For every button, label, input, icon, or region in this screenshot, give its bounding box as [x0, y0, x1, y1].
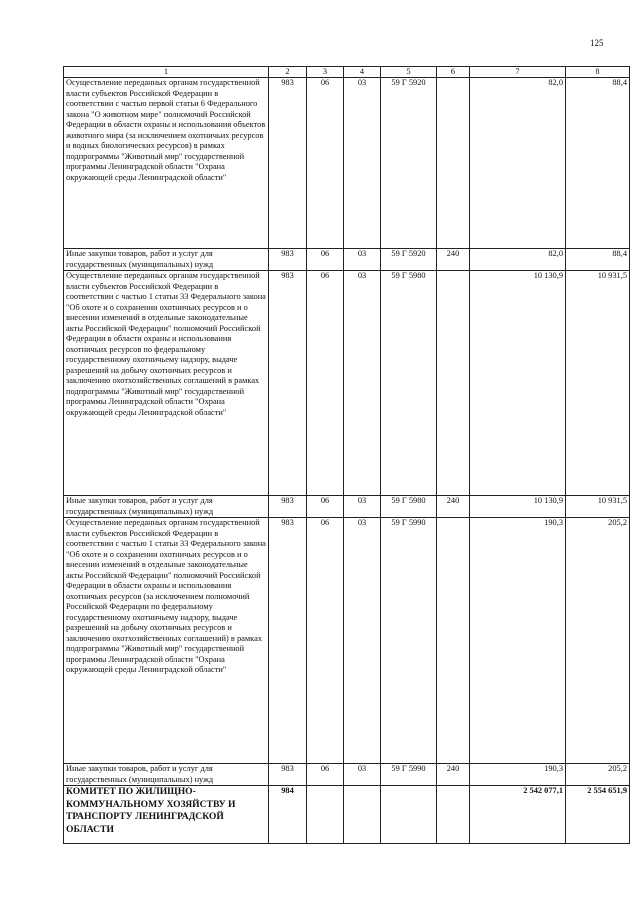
amount-col8: 205,2: [566, 764, 630, 786]
column-header: 8: [566, 67, 630, 78]
budget-table: [63, 66, 630, 844]
amount-col7: 2 542 077,1: [470, 786, 566, 844]
subsection-code: 03: [344, 78, 381, 249]
target-article: [381, 786, 437, 844]
table-header-row: [64, 67, 630, 78]
ministry-code: 983: [269, 518, 307, 764]
amount-col7: 10 130,9: [470, 271, 566, 496]
column-header: 6: [437, 67, 470, 78]
target-article: 59 Г 5920: [381, 78, 437, 249]
table-row: [64, 518, 630, 764]
table-row: [64, 249, 630, 271]
target-article: 59 Г 5980: [381, 496, 437, 518]
row-name: Иные закупки товаров, работ и услуг для государственных (муниципальных) нужд: [64, 249, 269, 271]
table-row: [64, 786, 630, 844]
amount-col7: 10 130,9: [470, 496, 566, 518]
amount-col8: 205,2: [566, 518, 630, 764]
amount-col8: 88,4: [566, 78, 630, 249]
target-article: 59 Г 5980: [381, 271, 437, 496]
subsection-code: 03: [344, 764, 381, 786]
subsection-code: 03: [344, 249, 381, 271]
section-code: 06: [307, 271, 344, 496]
amount-col7: 190,3: [470, 764, 566, 786]
table-row: [64, 271, 630, 496]
ministry-code: 983: [269, 496, 307, 518]
section-code: 06: [307, 78, 344, 249]
column-header: 5: [381, 67, 437, 78]
section-code: 06: [307, 249, 344, 271]
ministry-code: 983: [269, 78, 307, 249]
expense-type: [437, 78, 470, 249]
subsection-code: 03: [344, 271, 381, 496]
column-header: 1: [64, 67, 269, 78]
section-code: 06: [307, 518, 344, 764]
ministry-code: 983: [269, 764, 307, 786]
row-name: КОМИТЕТ ПО ЖИЛИЩНО-КОММУНАЛЬНОМУ ХОЗЯЙСТВУ И ТРАНСПОРТУ ЛЕНИНГРАДСКОЙ ОБЛАСТИ: [64, 786, 269, 844]
row-name: Осуществление переданных органам государственной власти субъектов Российской Федерации в соответствии с частью 1 статьи 33 Федерального закона "Об охоте и о сохранении охотничьих ресурсов и о внесении изменений в отдельные законодательные акты Российской Федерации" полномочий Российской Федерации в области охраны и использования охотничьих ресурсов по федеральному государственному охотничьему надзору, выдаче разрешений на добычу охотничьих ресурсов и заключению охотхозяйственных соглашений в рамках подпрограммы "Животный мир" государственной программы Ленинградской области "Охрана окружающей среды Ленинградской области": [64, 271, 269, 496]
target-article: 59 Г 5990: [381, 764, 437, 786]
table-row: [64, 496, 630, 518]
table-row: [64, 764, 630, 786]
ministry-code: 983: [269, 271, 307, 496]
target-article: 59 Г 5920: [381, 249, 437, 271]
subsection-code: [344, 786, 381, 844]
amount-col8: 10 931,5: [566, 496, 630, 518]
row-name: Осуществление переданных органам государственной власти субъектов Российской Федерации в соответствии с частью первой статьи 6 Федерального закона "О животном мире" полномочий Российской Федерации в области охраны и использования объектов животного мира (за исключением охотничьих ресурсов и водных биологических ресурсов) в рамках подпрограммы "Животный мир" государственной программы Ленинградской области "Охрана окружающей среды Ленинградской области": [64, 78, 269, 249]
expense-type: 240: [437, 764, 470, 786]
expense-type: [437, 271, 470, 496]
section-code: 06: [307, 496, 344, 518]
amount-col7: 82,0: [470, 249, 566, 271]
column-header: 7: [470, 67, 566, 78]
expense-type: 240: [437, 496, 470, 518]
target-article: 59 Г 5990: [381, 518, 437, 764]
column-header: 4: [344, 67, 381, 78]
section-code: 06: [307, 764, 344, 786]
amount-col8: 10 931,5: [566, 271, 630, 496]
amount-col8: 2 554 651,9: [566, 786, 630, 844]
amount-col7: 82,0: [470, 78, 566, 249]
ministry-code: 983: [269, 249, 307, 271]
table-row: [64, 78, 630, 249]
ministry-code: 984: [269, 786, 307, 844]
subsection-code: 03: [344, 496, 381, 518]
expense-type: [437, 518, 470, 764]
row-name: Иные закупки товаров, работ и услуг для государственных (муниципальных) нужд: [64, 496, 269, 518]
row-name: Осуществление переданных органам государственной власти субъектов Российской Федерации в соответствии с частью 1 статьи 33 Федерального закона "Об охоте и о сохранении охотничьих ресурсов и о внесении изменений в отдельные законодательные акты Российской Федерации" полномочий Российской Федерации в области охраны и использования охотничьих ресурсов (за исключением полномочий Российской Федерации по федеральному государственному охотничьему надзору, выдаче разрешений на добычу охотничьих ресурсов и заключению охотхозяйственных соглашений) в рамках подпрограммы "Животный мир" государственной программы Ленинградской области "Охрана окружающей среды Ленинградской области": [64, 518, 269, 764]
column-header: 3: [307, 67, 344, 78]
section-code: [307, 786, 344, 844]
amount-col8: 88,4: [566, 249, 630, 271]
page-number: 125: [590, 38, 604, 48]
amount-col7: 190,3: [470, 518, 566, 764]
expense-type: [437, 786, 470, 844]
subsection-code: 03: [344, 518, 381, 764]
column-header: 2: [269, 67, 307, 78]
row-name: Иные закупки товаров, работ и услуг для государственных (муниципальных) нужд: [64, 764, 269, 786]
expense-type: 240: [437, 249, 470, 271]
